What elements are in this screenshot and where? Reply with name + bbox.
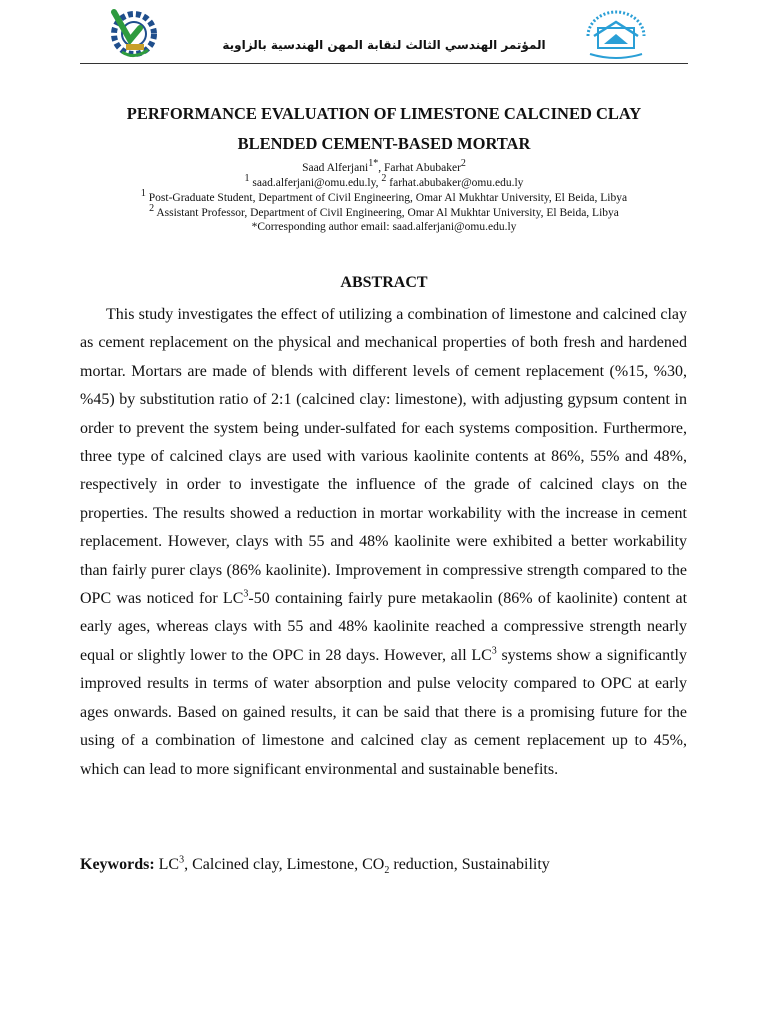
author-name: Saad Alferjani [302, 162, 369, 174]
abstract-text: -50 containing fairly pure metakaolin (86% of kaolinite) content at early ages, whereas clays with 55 and 48% kaolinite reached a compressive strength nearly equal or slightly lower to the OPC in 28 days. However, all LC [80, 590, 688, 664]
abstract-heading: ABSTRACT [340, 274, 428, 291]
author-name: Farhat Abubaker [383, 162, 461, 174]
corresponding-author: *Corresponding author email: saad.alferjani@omu.edu.ly [251, 221, 517, 233]
author-emails [60, 173, 708, 190]
keyword-text: , Calcined clay, Limestone, CO [184, 856, 385, 873]
keyword-subscript: 2 [384, 865, 390, 877]
conference-title: المؤتمر الهندسي الثالث لنقابة المهن الهندسية بالزاوية [222, 38, 546, 52]
paper-title-line-2: BLENDED CEMENT-BASED MORTAR [237, 134, 531, 153]
abstract-superscript: 3 [491, 645, 497, 657]
author-email: saad.alferjani@omu.edu.ly, [249, 177, 382, 189]
syndicate-emblem-logo [580, 6, 652, 62]
keywords-label: Keywords: [80, 856, 155, 873]
abstract-body [80, 301, 687, 784]
email-marker: 1 [244, 173, 250, 185]
abstract-text: systems show a significantly improved results in terms of water absorption and pulse velocity compared to OPC at early ages onwards. Based on gained results, it can be said that there is a promising future for the using of a combination of limestone and calcined clay as cement replacement up to 45%, which can lead to more significant environmental and sustainable benefits. [80, 646, 687, 778]
affiliation [60, 203, 708, 220]
author-marker: 1* [368, 158, 379, 170]
email-marker: 2 [381, 173, 387, 185]
author-email: farhat.abubaker@omu.edu.ly [386, 177, 524, 189]
affiliation-text: Assistant Professor, Department of Civil Engineering, Omar Al Mukhtar University, El Beida, Libya [154, 207, 619, 219]
paper-title-line-1: PERFORMANCE EVALUATION OF LIMESTONE CALCINED CLAY [126, 104, 642, 123]
abstract-text: This study investigates the effect of utilizing a combination of limestone and calcined clay as cement replacement on the physical and mechanical properties of both fresh and hardened mortar. Mortars are made of blends with different levels of cement replacement (%15, %30, %45) by substitution ratio of 2:1 (calcined clay: limestone), with adjusting gypsum content in order to prevent the system being under-sulfated for each systems composition. Furthermore, three type of calcined clays are used with various kaolinite contents at 86%, 55% and 48%, respectively in order to investigate the influence of the grade of calcined clays on the properties. The results showed a reduction in mortar workability with the increase in cement replacement. However, clays with 55 and 48% kaolinite were exhibited a better workability than fairly purer clays (86% kaolinite). Improvement in compressive strength compared to the OPC was noticed for LC [80, 306, 687, 608]
abstract-superscript: 3 [243, 588, 249, 600]
page-header [0, 0, 768, 68]
keyword-superscript: 3 [179, 854, 185, 866]
author-marker: 2 [460, 158, 466, 170]
keyword-text: reduction, Sustainability [389, 856, 550, 873]
keywords [80, 854, 687, 877]
affiliation-marker: 2 [149, 203, 155, 215]
engineers-union-logo [100, 4, 164, 62]
affiliation-marker: 1 [140, 188, 146, 200]
author-separator: , [378, 162, 384, 174]
keyword-text: LC [154, 856, 180, 873]
affiliation-text: Post-Graduate Student, Department of Civil Engineering, Omar Al Mukhtar University, El Beida, Libya [145, 192, 628, 204]
header-divider [80, 63, 688, 64]
affiliation [60, 188, 708, 205]
